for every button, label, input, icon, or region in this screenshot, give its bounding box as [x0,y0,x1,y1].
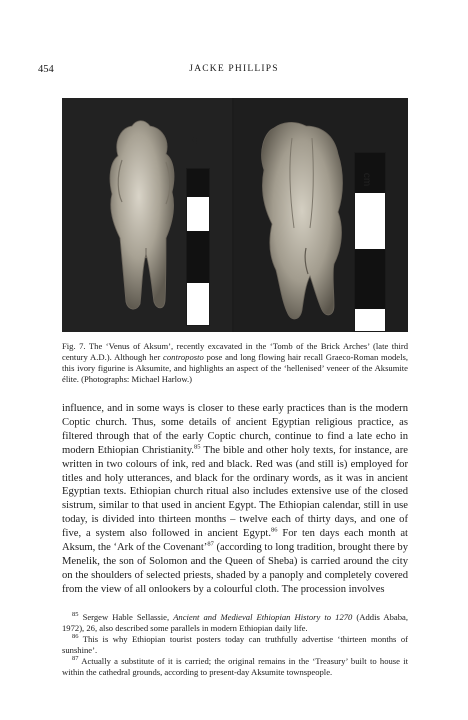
footnote-number-85: 85 [72,611,79,619]
footnote-85-text-b: (Addis Ababa, 1972), 26, also described some parallels in modern Ethiopian daily life. [62,612,409,633]
footnote-number-86: 86 [72,633,79,641]
figure-caption [62,341,408,385]
scale-label-left: cm [189,136,201,151]
caption-text-1: Fig. 7. The ‘Venus of Aksum’, recently excavated in the ‘Tomb of the Brick Arches’ (late third century A.D.). Although her [62,341,408,362]
body-text-3: For ten days each month at Aksum, the ‘Ark of the Covenant’ [62,528,408,554]
footnote-85-title: Ancient and Medieval Ethiopian History to 1270 [173,612,353,622]
footnote-number-87: 87 [72,655,79,663]
running-head: JACKE PHILLIPS [189,64,279,74]
body-text-4: (according to long tradition, brought there by Menelik, the son of Solomon and the Queen of Sheba) is carried around the city on the shoulders of selected priests, shaded by a panoply and completely covered from the view of all onlookers by a colourful cloth. The procession involves [62,542,409,595]
body-paragraph [62,402,408,597]
footnote-ref-85[interactable]: 85 [193,443,201,451]
footnote-87-text: Actually a substitute of it is carried; the original remains in the ‘Treasury’ built to house it within the cathedral grounds, according to present-day Aksumite townspeople. [62,656,408,677]
caption-italic-term: controposto [163,352,204,362]
footnote-ref-87[interactable]: 87 [207,540,214,548]
body-text-1: influence, and in some ways is closer to these early practices than is the modern Coptic church. Thus, some details of ancient Egyptian religious practice, as filtered through that of the early Coptic church, continue to find a late echo in modern Ethiopian Christianity. [62,403,408,456]
footnote-85-text-a: Sergew Hable Sellassie, [78,612,174,622]
photo-back-view [234,98,408,332]
body-text-2: The bible and other holy texts, for instance, are written in two colours of ink, red and black. Red was (and still is) employed for titles and holy utterances, and black for the ordinary words, as it was in ancient Egyptian texts. Ethiopian church ritual also includes extensive use of the closed sistrum, similar to that used in ancient Egypt. The Ethiopian calendar, still in use today, is divided into thirteen months – twelve each of thirty days, and one of five, a system also followed in ancient Egypt. [62,444,408,540]
caption-text-2: pose and long flowing hair recall Graeco-Roman models, this ivory figurine is Aksumite, and highlights an aspect of the ‘hellenised’ veneer of the Aksumite élite. (Photographs: Michael Harlow.) [62,352,408,384]
footnote-86 [62,634,408,656]
scale-bar-left [186,168,210,326]
footnotes [62,612,408,678]
scale-label-right: cm [361,172,373,187]
footnote-85 [62,612,408,634]
footnote-86-text: This is why Ethiopian tourist posters today can truthfully advertise ‘thirteen months of sunshine’. [62,634,408,655]
footnote-87 [62,656,408,678]
footnote-ref-86[interactable]: 86 [270,526,278,534]
page-number: 454 [38,64,54,75]
figure-photographs [62,98,408,332]
page-header [38,64,430,78]
photo-front-view [62,98,232,332]
